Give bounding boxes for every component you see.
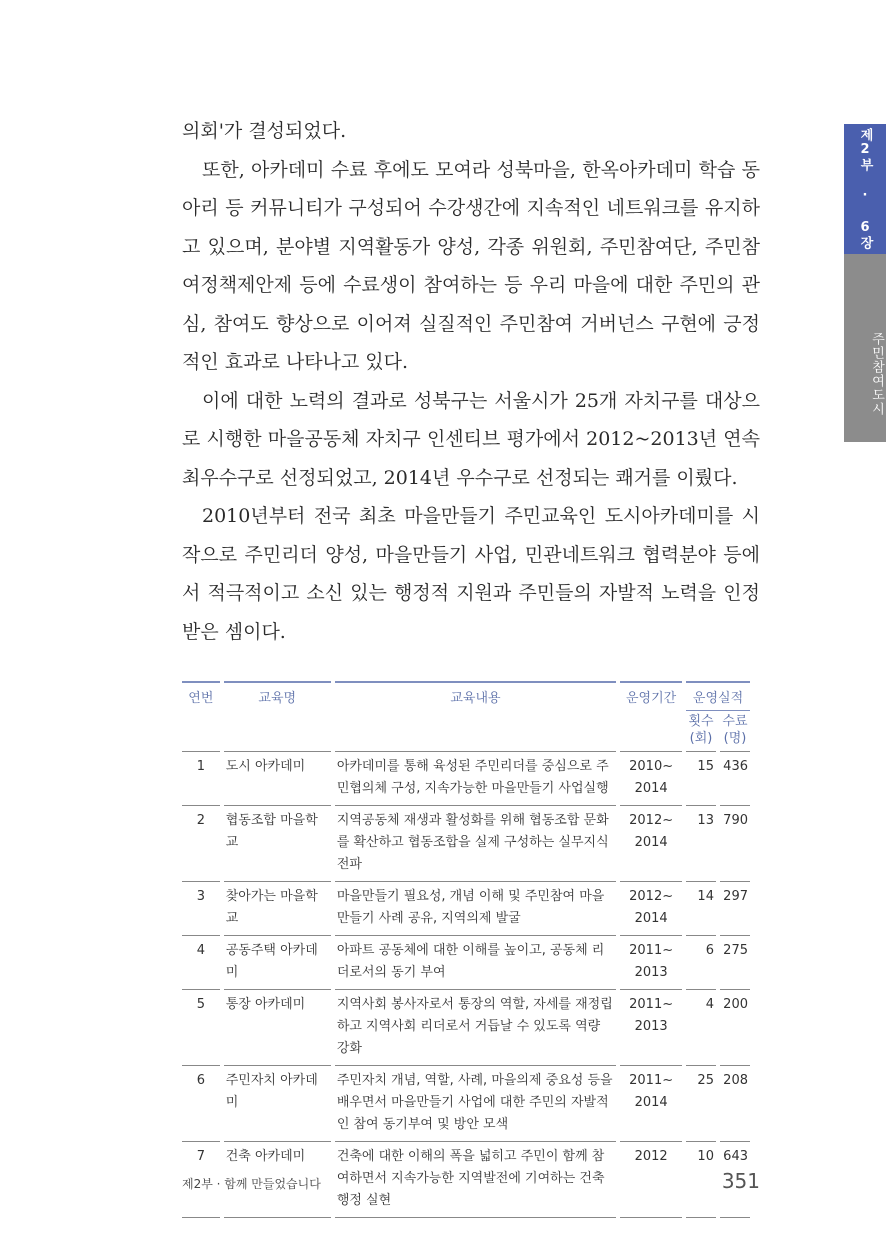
header-people: 수료 (명) <box>722 714 748 746</box>
cell-name: 찾아가는 마을학교 <box>224 881 331 935</box>
header-results: 운영실적 <box>686 681 750 711</box>
cell-people: 436 <box>720 751 750 805</box>
cell-name: 통장 아카데미 <box>224 989 331 1065</box>
cell-period: 2011~ 2014 <box>620 1065 682 1141</box>
cell-content: 지역공동체 재생과 활성화를 위해 협동조합 문화를 확산하고 협동조합을 실제 구성하는 실무지식 전파 <box>335 805 616 881</box>
cell-count: 13 <box>686 805 716 881</box>
table-row <box>182 989 750 1065</box>
cell-people: 208 <box>720 1065 750 1141</box>
cell-no: 7 <box>182 1141 220 1218</box>
cell-content: 마을만들기 필요성, 개념 이해 및 주민참여 마을만들기 사례 공유, 지역의제 발굴 <box>335 881 616 935</box>
cell-count: 4 <box>686 989 716 1065</box>
cell-count: 10 <box>686 1141 716 1218</box>
cell-people: 200 <box>720 989 750 1065</box>
cell-content: 아파트 공동체에 대한 이해를 높이고, 공동체 리더로서의 동기 부여 <box>335 935 616 989</box>
cell-period: 2012 <box>620 1141 682 1218</box>
cell-period: 2010~ 2014 <box>620 751 682 805</box>
cell-people: 790 <box>720 805 750 881</box>
body-text <box>182 112 760 651</box>
education-table <box>178 681 754 1218</box>
cell-count: 6 <box>686 935 716 989</box>
paragraph: 의회'가 결성되었다. <box>182 120 347 142</box>
cell-no: 4 <box>182 935 220 989</box>
cell-name: 주민자치 아카데미 <box>224 1065 331 1141</box>
cell-content: 주민자치 개념, 역할, 사례, 마을의제 중요성 등을 배우면서 마을만들기 사업에 대한 주민의 자발적인 참여 동기부여 및 방안 모색 <box>335 1065 616 1141</box>
cell-count: 25 <box>686 1065 716 1141</box>
cell-name: 건축 아카데미 <box>224 1141 331 1218</box>
paragraph: 이에 대한 노력의 결과로 성북구는 서울시가 25개 자치구를 대상으로 시행한 마을공동체 자치구 인센티브 평가에서 2012~2013년 연속 최우수구로 선정되었고, 2014년 우수구로 선정되는 쾌거를 이뤘다. <box>182 389 760 489</box>
header-name: 교육명 <box>224 681 331 751</box>
cell-people: 297 <box>720 881 750 935</box>
header-no: 연번 <box>182 681 220 751</box>
table-row <box>182 751 750 805</box>
cell-period: 2012~ 2014 <box>620 805 682 881</box>
chapter-tab: 제2부 · 6장 <box>844 124 886 254</box>
header-content: 교육내용 <box>335 681 616 751</box>
cell-people: 643 <box>720 1141 750 1218</box>
table-row <box>182 805 750 881</box>
cell-content: 건축에 대한 이해의 폭을 넓히고 주민이 함께 참여하면서 지속가능한 지역발전에 기여하는 건축행정 실현 <box>335 1141 616 1218</box>
header-count: 횟수 (회) <box>688 714 714 746</box>
table-row <box>182 1065 750 1141</box>
cell-no: 3 <box>182 881 220 935</box>
cell-no: 5 <box>182 989 220 1065</box>
paragraph: 또한, 아카데미 수료 후에도 모여라 성북마을, 한옥아카데미 학습 동아리 등 커뮤니티가 구성되어 수강생간에 지속적인 네트워크를 유지하고 있으며, 분야별 지역활동가 양성, 각종 위원회, 주민참여단, 주민참여정책제안제 등에 수료생이 참여하는 등 우리 마을에 대한 주민의 관심, 참여도 향상으로 이어져 실질적인 주민참여 거버넌스 구현에 긍정적인 효과로 나타나고 있다. <box>182 158 760 373</box>
cell-content: 아카데미를 통해 육성된 주민리더를 중심으로 주민협의체 구성, 지속가능한 마을만들기 사업실행 <box>335 751 616 805</box>
paragraph: 2010년부터 전국 최초 마을만들기 주민교육인 도시아카데미를 시작으로 주민리더 양성, 마을만들기 사업, 민관네트워크 협력분야 등에서 적극적이고 소신 있는 행정적 지원과 주민들의 자발적 노력을 인정받은 셈이다. <box>182 505 760 643</box>
cell-people: 275 <box>720 935 750 989</box>
cell-name: 협동조합 마을학교 <box>224 805 331 881</box>
section-tab: 주민참여도시 <box>844 254 886 442</box>
table-row <box>182 935 750 989</box>
cell-period: 2011~ 2013 <box>620 935 682 989</box>
cell-period: 2011~ 2013 <box>620 989 682 1065</box>
cell-count: 14 <box>686 881 716 935</box>
cell-no: 6 <box>182 1065 220 1141</box>
cell-name: 공동주택 아카데미 <box>224 935 331 989</box>
page-number: 351 <box>721 1169 760 1193</box>
cell-count: 15 <box>686 751 716 805</box>
table-row <box>182 881 750 935</box>
cell-name: 도시 아카데미 <box>224 751 331 805</box>
cell-content: 지역사회 봉사자로서 통장의 역할, 자세를 재정립하고 지역사회 리더로서 거듭날 수 있도록 역량 강화 <box>335 989 616 1065</box>
cell-period: 2012~ 2014 <box>620 881 682 935</box>
cell-no: 1 <box>182 751 220 805</box>
footer-title: 제2부 · 함께 만들었습니다 <box>182 1177 321 1191</box>
cell-no: 2 <box>182 805 220 881</box>
header-period: 운영기간 <box>620 681 682 751</box>
